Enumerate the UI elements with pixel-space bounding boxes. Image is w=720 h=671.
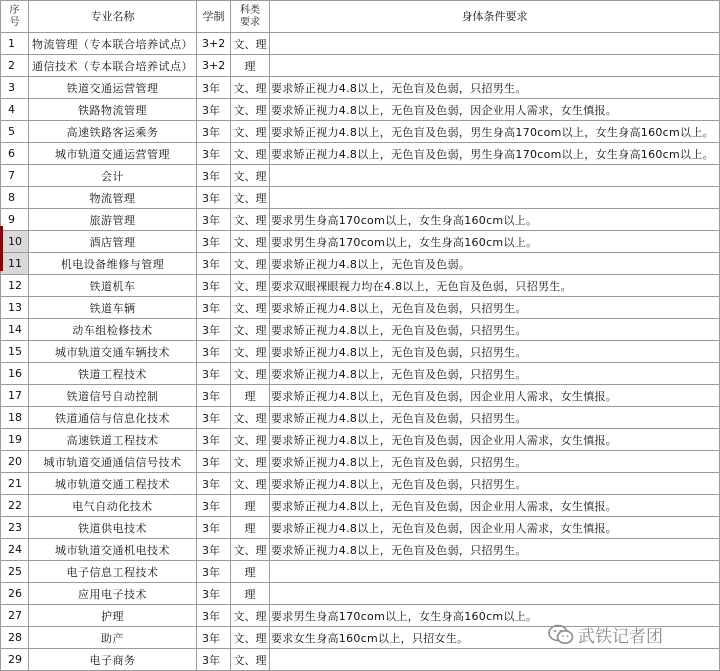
major-name-cell[interactable]: 动车组检修技术 <box>29 319 197 341</box>
duration-cell[interactable]: 3年 <box>197 143 231 165</box>
requirement-cell[interactable]: 要求矫正视力4.8以上，无色盲及色弱。 <box>270 253 720 275</box>
subject-cell[interactable]: 文、理 <box>231 187 270 209</box>
major-name-cell[interactable]: 旅游管理 <box>29 209 197 231</box>
requirement-cell[interactable]: 要求矫正视力4.8以上，无色盲及色弱，只招男生。 <box>270 473 720 495</box>
requirement-cell[interactable]: 要求矫正视力4.8以上，无色盲及色弱，只招男生。 <box>270 319 720 341</box>
table-row <box>1 561 720 583</box>
requirement-cell[interactable]: 要求女生身高160cm以上，只招女生。 <box>270 627 720 649</box>
requirement-cell[interactable]: 要求矫正视力4.8以上，无色盲及色弱，因企业用人需求，女生慎报。 <box>270 495 720 517</box>
subject-cell[interactable]: 文、理 <box>231 473 270 495</box>
table-row <box>1 495 720 517</box>
major-name-cell[interactable]: 城市轨道交通机电技术 <box>29 539 197 561</box>
duration-cell[interactable]: 3年 <box>197 253 231 275</box>
requirement-cell[interactable]: 要求矫正视力4.8以上，无色盲及色弱，只招男生。 <box>270 77 720 99</box>
duration-cell[interactable]: 3年 <box>197 77 231 99</box>
duration-cell[interactable]: 3年 <box>197 495 231 517</box>
requirement-cell[interactable]: 要求男生身高170com以上，女生身高160cm以上。 <box>270 209 720 231</box>
subject-cell[interactable]: 文、理 <box>231 165 270 187</box>
major-name-cell[interactable]: 铁道通信与信息化技术 <box>29 407 197 429</box>
duration-cell[interactable]: 3年 <box>197 429 231 451</box>
requirement-cell[interactable]: 要求矫正视力4.8以上，无色盲及色弱，只招男生。 <box>270 363 720 385</box>
major-name-cell[interactable]: 铁道工程技术 <box>29 363 197 385</box>
row-number-cell[interactable]: 25 <box>1 561 29 583</box>
requirement-cell[interactable]: 要求矫正视力4.8以上，无色盲及色弱，只招男生。 <box>270 451 720 473</box>
requirement-cell[interactable] <box>270 33 720 55</box>
duration-cell[interactable]: 3年 <box>197 121 231 143</box>
table-row <box>1 33 720 55</box>
major-name-cell[interactable]: 铁路物流管理 <box>29 99 197 121</box>
row-number-cell[interactable]: 9 <box>1 209 29 231</box>
requirement-cell[interactable]: 要求矫正视力4.8以上，无色盲及色弱，男生身高170com以上，女生身高160cm以上。 <box>270 143 720 165</box>
wechat-icon <box>548 624 574 646</box>
major-name-cell[interactable]: 城市轨道交通通信信号技术 <box>29 451 197 473</box>
row-number-cell[interactable]: 26 <box>1 583 29 605</box>
row-number-cell[interactable]: 5 <box>1 121 29 143</box>
subject-cell[interactable]: 文、理 <box>231 319 270 341</box>
table-row <box>1 363 720 385</box>
major-name-cell[interactable]: 助产 <box>29 627 197 649</box>
table-row <box>1 253 720 275</box>
requirement-cell[interactable]: 要求矫正视力4.8以上，无色盲及色弱，因企业用人需求，女生慎报。 <box>270 99 720 121</box>
major-name-cell[interactable]: 城市轨道交通车辆技术 <box>29 341 197 363</box>
row-number-cell[interactable]: 10 <box>1 231 29 253</box>
major-name-cell[interactable]: 物流管理（专本联合培养试点） <box>29 33 197 55</box>
duration-cell[interactable]: 3年 <box>197 649 231 671</box>
duration-cell[interactable]: 3年 <box>197 209 231 231</box>
table-row <box>1 649 720 671</box>
subject-cell[interactable]: 文、理 <box>231 143 270 165</box>
subject-cell[interactable]: 文、理 <box>231 77 270 99</box>
duration-cell[interactable]: 3+2 <box>197 55 231 77</box>
major-name-cell[interactable]: 应用电子技术 <box>29 583 197 605</box>
duration-cell[interactable]: 3年 <box>197 539 231 561</box>
row-number-cell[interactable]: 27 <box>1 605 29 627</box>
header-requirement: 身体条件要求 <box>270 1 720 33</box>
duration-cell[interactable]: 3年 <box>197 561 231 583</box>
requirement-cell[interactable]: 要求矫正视力4.8以上，无色盲及色弱，只招男生。 <box>270 297 720 319</box>
table-row <box>1 99 720 121</box>
duration-cell[interactable]: 3年 <box>197 473 231 495</box>
requirement-cell[interactable]: 要求男生身高170com以上，女生身高160cm以上。 <box>270 605 720 627</box>
subject-cell[interactable]: 理 <box>231 495 270 517</box>
row-number-cell[interactable]: 22 <box>1 495 29 517</box>
row-number-cell[interactable]: 21 <box>1 473 29 495</box>
major-name-cell[interactable]: 铁道交通运营管理 <box>29 77 197 99</box>
duration-cell[interactable]: 3年 <box>197 385 231 407</box>
row-number-cell[interactable]: 15 <box>1 341 29 363</box>
requirement-cell[interactable] <box>270 583 720 605</box>
row-number-cell[interactable]: 24 <box>1 539 29 561</box>
requirement-cell[interactable] <box>270 165 720 187</box>
duration-cell[interactable]: 3年 <box>197 407 231 429</box>
duration-cell[interactable]: 3年 <box>197 165 231 187</box>
duration-cell[interactable]: 3年 <box>197 363 231 385</box>
row-number-cell[interactable]: 1 <box>1 33 29 55</box>
subject-cell[interactable]: 理 <box>231 517 270 539</box>
table-row <box>1 451 720 473</box>
header-subject: 科类 要求 <box>231 1 270 33</box>
table-row <box>1 319 720 341</box>
subject-cell[interactable]: 文、理 <box>231 341 270 363</box>
table-row <box>1 385 720 407</box>
major-name-cell[interactable]: 高速铁路客运乘务 <box>29 121 197 143</box>
duration-cell[interactable]: 3年 <box>197 451 231 473</box>
requirement-cell[interactable]: 要求矫正视力4.8以上，无色盲及色弱，因企业用人需求，女生慎报。 <box>270 517 720 539</box>
subject-cell[interactable]: 文、理 <box>231 407 270 429</box>
major-name-cell[interactable]: 电气自动化技术 <box>29 495 197 517</box>
requirement-cell[interactable] <box>270 187 720 209</box>
requirement-cell[interactable]: 要求矫正视力4.8以上，无色盲及色弱，只招男生。 <box>270 407 720 429</box>
requirement-cell[interactable]: 要求男生身高170com以上，女生身高160cm以上。 <box>270 231 720 253</box>
requirement-cell[interactable]: 要求矫正视力4.8以上，无色盲及色弱，男生身高170com以上，女生身高160cm以上。 <box>270 121 720 143</box>
requirement-cell[interactable]: 要求矫正视力4.8以上，无色盲及色弱，因企业用人需求，女生慎报。 <box>270 385 720 407</box>
requirement-cell[interactable]: 要求矫正视力4.8以上，无色盲及色弱，只招男生。 <box>270 539 720 561</box>
row-number-cell[interactable]: 18 <box>1 407 29 429</box>
table-row <box>1 275 720 297</box>
table-row <box>1 165 720 187</box>
subject-cell[interactable]: 文、理 <box>231 605 270 627</box>
duration-cell[interactable]: 3年 <box>197 341 231 363</box>
row-number-cell[interactable]: 11 <box>1 253 29 275</box>
subject-cell[interactable]: 文、理 <box>231 649 270 671</box>
table-row <box>1 121 720 143</box>
subject-cell[interactable]: 文、理 <box>231 627 270 649</box>
row-number-cell[interactable]: 3 <box>1 77 29 99</box>
watermark <box>548 622 663 647</box>
row-number-cell[interactable]: 4 <box>1 99 29 121</box>
major-name-cell[interactable]: 城市轨道交通运营管理 <box>29 143 197 165</box>
row-number-cell[interactable]: 17 <box>1 385 29 407</box>
duration-cell[interactable]: 3年 <box>197 275 231 297</box>
header-major: 专业名称 <box>29 1 197 33</box>
major-name-cell[interactable]: 铁道信号自动控制 <box>29 385 197 407</box>
header-index: 序 号 <box>1 1 29 33</box>
row-number-cell[interactable]: 20 <box>1 451 29 473</box>
table-row <box>1 231 720 253</box>
table-row <box>1 297 720 319</box>
major-name-cell[interactable]: 铁道机车 <box>29 275 197 297</box>
table-row <box>1 429 720 451</box>
table-row <box>1 583 720 605</box>
row-number-cell[interactable]: 14 <box>1 319 29 341</box>
table-row <box>1 539 720 561</box>
row-number-cell[interactable]: 19 <box>1 429 29 451</box>
subject-cell[interactable]: 文、理 <box>231 363 270 385</box>
subject-cell[interactable]: 文、理 <box>231 231 270 253</box>
duration-cell[interactable]: 3年 <box>197 231 231 253</box>
subject-cell[interactable]: 理 <box>231 55 270 77</box>
table-row <box>1 55 720 77</box>
row-number-cell[interactable]: 16 <box>1 363 29 385</box>
duration-cell[interactable]: 3年 <box>197 517 231 539</box>
requirement-cell[interactable]: 要求矫正视力4.8以上，无色盲及色弱，只招男生。 <box>270 341 720 363</box>
requirement-cell[interactable]: 要求双眼裸眼视力均在4.8以上，无色盲及色弱，只招男生。 <box>270 275 720 297</box>
major-name-cell[interactable]: 电子信息工程技术 <box>29 561 197 583</box>
duration-cell[interactable]: 3年 <box>197 627 231 649</box>
duration-cell[interactable]: 3年 <box>197 99 231 121</box>
duration-cell[interactable]: 3年 <box>197 187 231 209</box>
major-name-cell[interactable]: 铁道车辆 <box>29 297 197 319</box>
requirement-cell[interactable] <box>270 561 720 583</box>
duration-cell[interactable]: 3+2 <box>197 33 231 55</box>
subject-cell[interactable]: 文、理 <box>231 99 270 121</box>
table-row <box>1 209 720 231</box>
row-number-cell[interactable]: 29 <box>1 649 29 671</box>
table-row <box>1 473 720 495</box>
subject-cell[interactable]: 文、理 <box>231 209 270 231</box>
table-row <box>1 143 720 165</box>
subject-cell[interactable]: 理 <box>231 561 270 583</box>
requirement-cell[interactable] <box>270 649 720 671</box>
row-number-cell[interactable]: 12 <box>1 275 29 297</box>
subject-cell[interactable]: 文、理 <box>231 275 270 297</box>
subject-cell[interactable]: 文、理 <box>231 121 270 143</box>
major-name-cell[interactable]: 高速铁道工程技术 <box>29 429 197 451</box>
row-selection-marker <box>0 226 3 249</box>
table-row <box>1 77 720 99</box>
major-name-cell[interactable]: 物流管理 <box>29 187 197 209</box>
major-name-cell[interactable]: 铁道供电技术 <box>29 517 197 539</box>
table-row <box>1 187 720 209</box>
major-name-cell[interactable]: 电子商务 <box>29 649 197 671</box>
subject-cell[interactable]: 文、理 <box>231 253 270 275</box>
subject-cell[interactable]: 文、理 <box>231 429 270 451</box>
duration-cell[interactable]: 3年 <box>197 297 231 319</box>
major-name-cell[interactable]: 机电设备维修与管理 <box>29 253 197 275</box>
subject-cell[interactable]: 文、理 <box>231 33 270 55</box>
duration-cell[interactable]: 3年 <box>197 605 231 627</box>
major-name-cell[interactable]: 酒店管理 <box>29 231 197 253</box>
subject-cell[interactable]: 理 <box>231 385 270 407</box>
major-name-cell[interactable]: 通信技术（专本联合培养试点） <box>29 55 197 77</box>
row-number-cell[interactable]: 7 <box>1 165 29 187</box>
requirement-cell[interactable] <box>270 55 720 77</box>
major-name-cell[interactable]: 护理 <box>29 605 197 627</box>
row-number-cell[interactable]: 8 <box>1 187 29 209</box>
duration-cell[interactable]: 3年 <box>197 319 231 341</box>
table-row <box>1 517 720 539</box>
subject-cell[interactable]: 理 <box>231 583 270 605</box>
major-name-cell[interactable]: 城市轨道交通工程技术 <box>29 473 197 495</box>
duration-cell[interactable]: 3年 <box>197 583 231 605</box>
table-row <box>1 341 720 363</box>
subject-cell[interactable]: 文、理 <box>231 539 270 561</box>
row-number-cell[interactable]: 6 <box>1 143 29 165</box>
row-number-cell[interactable]: 28 <box>1 627 29 649</box>
row-number-cell[interactable]: 2 <box>1 55 29 77</box>
row-selection-marker <box>0 249 3 271</box>
major-name-cell[interactable]: 会计 <box>29 165 197 187</box>
requirement-cell[interactable]: 要求矫正视力4.8以上，无色盲及色弱，因企业用人需求，女生慎报。 <box>270 429 720 451</box>
subject-cell[interactable]: 文、理 <box>231 451 270 473</box>
watermark-text: 武铁记者团 <box>578 627 663 647</box>
row-number-cell[interactable]: 13 <box>1 297 29 319</box>
table-row <box>1 407 720 429</box>
header-row <box>1 1 720 33</box>
subject-cell[interactable]: 文、理 <box>231 297 270 319</box>
header-duration: 学制 <box>197 1 231 33</box>
row-number-cell[interactable]: 23 <box>1 517 29 539</box>
